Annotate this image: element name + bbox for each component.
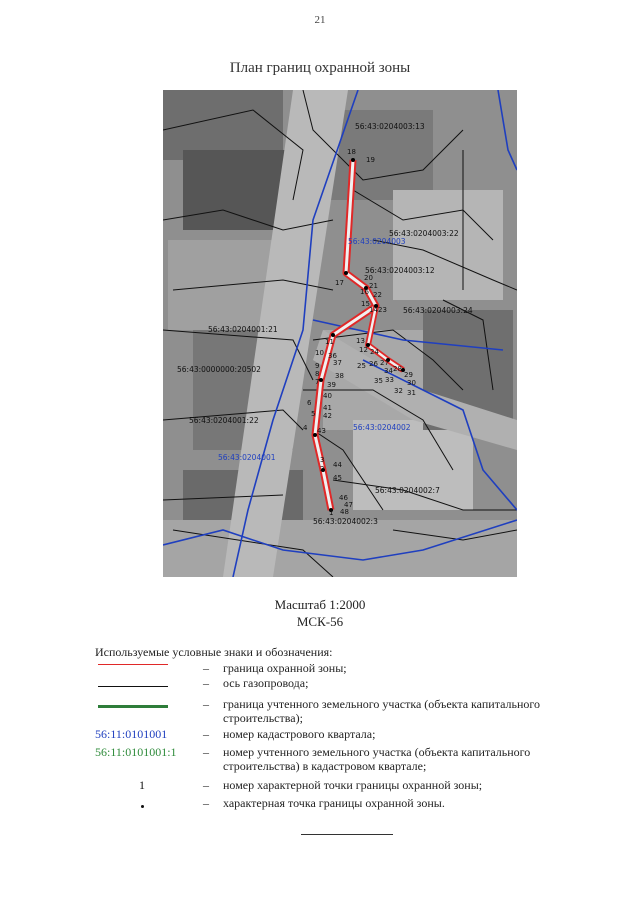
map-image	[163, 90, 517, 577]
legend-text: ось газопровода;	[223, 676, 309, 690]
point-label: 32	[394, 387, 403, 395]
legend-text: номер характерной точки границы охранной зоны;	[223, 778, 483, 792]
cadastral-map	[163, 90, 517, 577]
point-label: 12	[359, 346, 368, 354]
legend-text: характерная точка границы охранной зоны.	[223, 796, 445, 810]
point-label: 16	[360, 288, 369, 296]
point-label: 43	[317, 427, 326, 435]
point-label: 7	[315, 378, 320, 386]
point-label: 23	[378, 306, 387, 314]
bottom-rule	[301, 834, 393, 835]
legend-text: граница охранной зоны;	[223, 661, 347, 675]
point-label: 48	[340, 508, 349, 516]
point-label: 10	[315, 349, 324, 357]
point-label: 36	[328, 352, 337, 360]
point-label: 44	[333, 461, 342, 469]
point-label: 4	[303, 424, 308, 432]
point-label: 22	[373, 291, 382, 299]
point-label: 14	[369, 306, 378, 314]
point-label: 41	[323, 404, 332, 412]
page-number: 21	[314, 14, 326, 26]
point-label: 3	[320, 456, 325, 464]
legend-dash: –	[203, 778, 209, 792]
point-label: 39	[327, 381, 336, 389]
point-label: 37	[333, 359, 342, 367]
point-label: 1	[329, 509, 334, 517]
parcel-label: 56:43:0204001:21	[208, 325, 278, 334]
parcel-label: 56:43:0204002:7	[375, 486, 440, 495]
dot-icon	[141, 805, 144, 808]
parcel-label: 56:43:0204001:22	[189, 416, 259, 425]
point-label: 6	[307, 399, 312, 407]
point-label: 46	[339, 494, 348, 502]
green-line-icon	[98, 705, 168, 708]
legend-symbol	[95, 778, 185, 792]
point-label: 40	[323, 392, 332, 400]
point-label: 31	[407, 389, 416, 397]
point-label: 8	[315, 370, 320, 378]
point-label: 34	[384, 367, 393, 375]
legend-symbol	[95, 661, 185, 675]
point-label: 33	[385, 376, 394, 384]
block-label-0204002: 56:43:0204002	[353, 423, 411, 432]
point-label: 13	[356, 337, 365, 345]
legend-dash: –	[203, 661, 209, 675]
legend-symbol-text: 1	[139, 778, 145, 792]
legend-text: номер учтенного земельного участка (объекта капитального строительства) в кадастровом квартале;	[223, 745, 531, 773]
point-label: 21	[369, 282, 378, 290]
point-label: 15	[361, 300, 370, 308]
point-label: 27	[380, 359, 389, 367]
point-label: 9	[315, 362, 320, 370]
legend-symbol	[95, 697, 185, 711]
red-line-icon	[98, 664, 168, 665]
point-label: 24	[370, 348, 379, 356]
point-label: 28	[393, 365, 402, 373]
point-label: 20	[364, 274, 373, 282]
point-label: 19	[366, 156, 375, 164]
legend-dash: –	[203, 727, 209, 741]
page-title: План границ охранной зоны	[229, 60, 411, 76]
parcel-label: 56:43:0204003:13	[355, 122, 425, 131]
point-label: 5	[311, 410, 316, 418]
parcel-label: 56:43:0204003:24	[403, 306, 473, 315]
point-label: 18	[347, 148, 356, 156]
legend-symbol-text: 56:11:0101001	[95, 727, 168, 741]
point-label: 45	[333, 474, 342, 482]
point-label: 2	[320, 465, 325, 473]
legend-dash: –	[203, 745, 209, 759]
point-label: 26	[369, 360, 378, 368]
point-label: 11	[325, 338, 334, 346]
scale-block	[0, 596, 640, 630]
black-line-icon	[98, 686, 168, 687]
parcel-label: 56:43:0204003:12	[365, 266, 435, 275]
block-label-0204001: 56:43:0204001	[218, 453, 276, 462]
legend-symbol	[95, 796, 185, 810]
point-label: 17	[335, 279, 344, 287]
scale-text: Масштаб 1:2000	[274, 597, 366, 612]
parcel-label: 56:43:0204002:3	[313, 517, 378, 526]
block-label-0204003: 56:43:0204003	[348, 237, 406, 246]
point-label: 42	[323, 412, 332, 420]
point-label: 30	[407, 379, 416, 387]
point-label: 38	[335, 372, 344, 380]
point-label: 35	[374, 377, 383, 385]
point-label: 25	[357, 362, 366, 370]
legend-symbol	[95, 745, 185, 759]
legend-symbol	[95, 727, 185, 741]
point-label: 29	[404, 371, 413, 379]
legend-text: граница учтенного земельного участка (объекта капитального строительства);	[223, 697, 541, 725]
coordinate-system: МСК-56	[296, 614, 344, 629]
legend-dash: –	[203, 697, 209, 711]
legend-symbol	[95, 676, 185, 690]
legend-symbol-text: 56:11:0101001:1	[95, 745, 177, 759]
legend-dash: –	[203, 676, 209, 690]
parcel-label: 56:43:0204003:22	[389, 229, 459, 238]
point-label: 47	[344, 501, 353, 509]
legend-dash: –	[203, 796, 209, 810]
legend-text: номер кадастрового квартала;	[223, 727, 376, 741]
legend-title: Используемые условные знаки и обозначения:	[95, 645, 333, 659]
parcel-label: 56:43:0000000:20502	[177, 365, 261, 374]
